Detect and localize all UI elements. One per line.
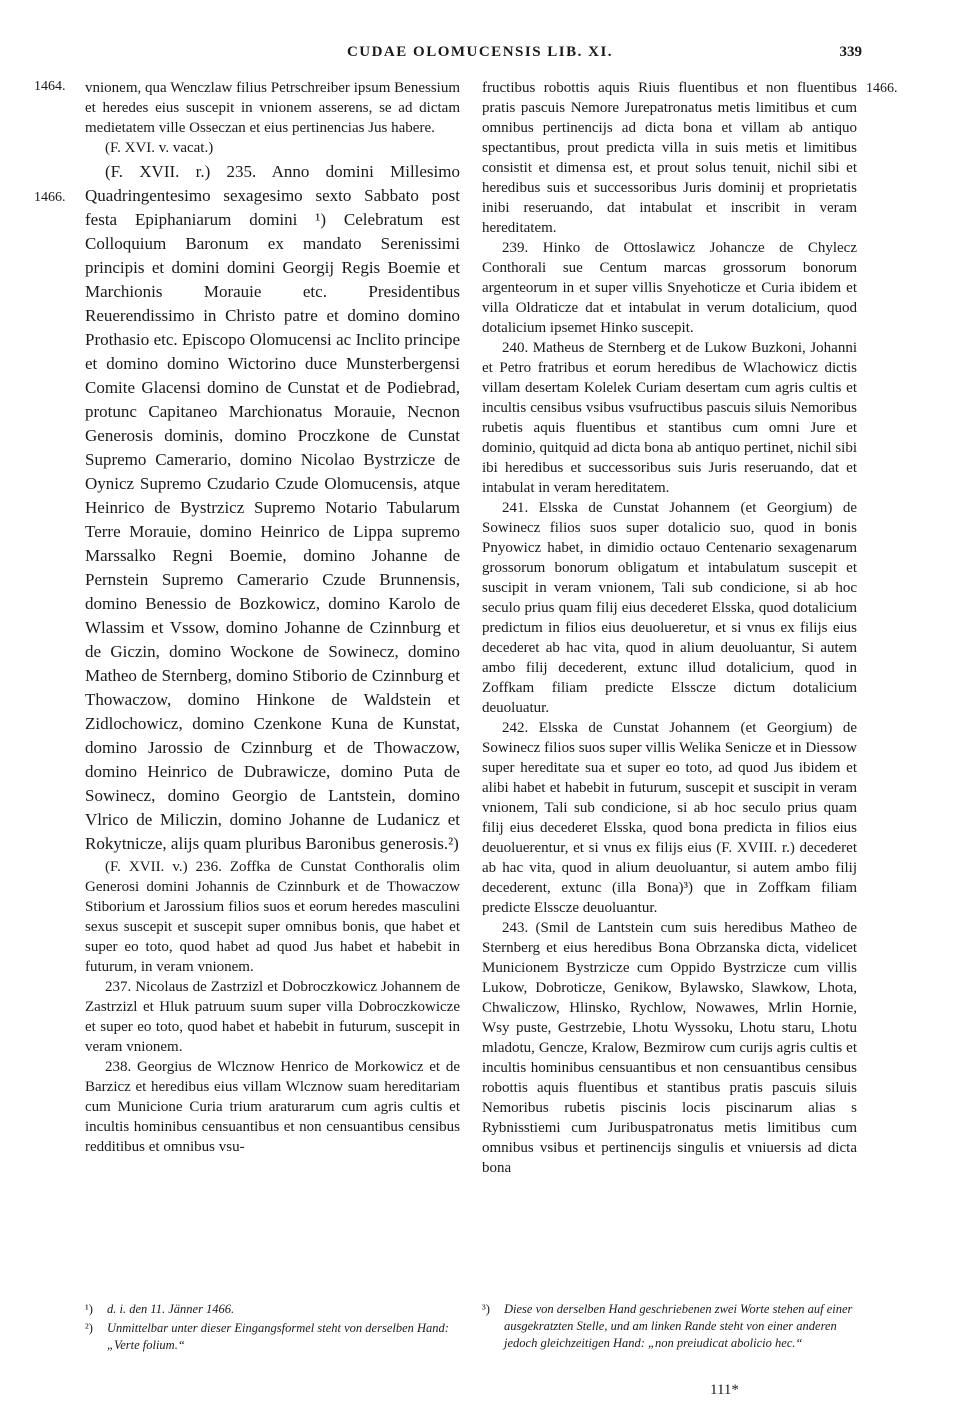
entry-237: 237. Nicolaus de Zastrzizl et Dobroczkowicz Johannem de Zastrzizl et Hluk patruum suum super villa Dobroczkowicze et super eo toto, quod habet et habebit in futurum, suscepit in veram vnionem. — [85, 979, 460, 1055]
paragraph-continuation: vnionem, qua Wenczlaw filius Petrschreiber ipsum Benessium et heredes eius suscepit in vnionem asserens, se ad dictam medietatem ville Osseczan et eius pertinencias Jus habere. — [85, 80, 460, 136]
page-number: 339 — [839, 44, 862, 60]
running-title: CUDAE OLOMUCENSIS LIB. XI. — [346, 44, 614, 60]
entry-240: 240. Matheus de Sternberg et de Lukow Buzkoni, Johanni et Petro fratribus et eorum heredibus de Wlachowicz dictis villam desertam Kolelek Curiam desertam cum agris cultis et incultis censibus vsibus vsufructibus pascuis siluis Nemoribus rubetis aquis fluentibus et stantibus cum omni Jure et dominio, quitquid ad dicta bona ab antiquo pertinet, nichil sibi ibi heredibus et successoribus suis Juris reseruando, dat et intabulat in veram hereditatem. — [482, 340, 857, 496]
entry-243: 243. (Smil de Lantstein cum suis heredibus Matheo de Sternberg et eius heredibus Bona Obrzanska dicta, videlicet Municionem Bystrzicze cum Oppido Bystrzicze cum villis Lukow, Dobroticze, Genikow, Bylawsko, Slawkow, Lhota, Chwaliczow, Hlinsko, Rychlow, Nowawes, Mrlin Hornie, Wsy puste, Gestrzebie, Lhotu Wyssoku, Lhotu staru, Lhotu mladotu, Gencze, Kralow, Bezmirow cum curijs agris cultis et incultis hominibus censuantibus et non censuantibus censibus robottis aquis fluentibus et stantibus pratis pascuis siluis Nemoribus rubetis piscinis locis piscinarum alias s Rybnisstiemi cum Juribuspatronatus metis limitibus cum omnibus vsibus et pertinencijs singulis et vniuersis ad dicta bona — [482, 920, 857, 1176]
footnote-mark: ³) — [482, 1302, 490, 1316]
entry-242: 242. Elsska de Cunstat Johannem (et Georgium) de Sowinecz filios suos super villis Welika Senicze et in Diessow super hereditate sua et super eo toto, ad quod Jus ibidem et alibi habet et habebit in futurum, suscepit et suscipit in veram vnionem, Tali sub condicione, si ab hoc seculo prius quam filij eius decederet Elsska, quod bona predicta in filios eius deuoluerentur, et si vnus ex filijs eius (F. XVIII. r.) decederet ab hac vita, quod in alium deuoluantur, si autem ambo filij decederent, extunc (illa Bona)³) que in Zoffkam filiam predicte Elssсze deuoluantur. — [482, 720, 857, 916]
margin-year-1464: 1464. — [34, 79, 66, 94]
footnotes-left — [85, 1301, 460, 1356]
margin-year-1466-right: 1466. — [866, 81, 898, 96]
signature-mark: 111* — [710, 1382, 739, 1398]
entry-236: (F. XVII. v.) 236. Zoffka de Cunstat Conthoralis olim Generosi domini Johannis de Czinnburk et de Thowaczow Stiborium et Jarossium filios suos et eorum heredes masculini sexus suscepit et suscepit super omnibus bonis, que habet et super eo toto, quod habet ad quod Jus habet et habebit in futurum, in veram vnionem. — [85, 859, 460, 975]
right-column — [482, 78, 857, 1178]
footnote-2 — [85, 1320, 460, 1354]
footnote-text: d. i. den 11. Jänner 1466. — [107, 1302, 235, 1316]
footnote-mark: ²) — [85, 1321, 93, 1335]
footnote-text: Unmittelbar unter dieser Eingangsformel steht von derselben Hand: „Verte folium.“ — [107, 1321, 449, 1352]
footnote-text: Diese von derselben Hand geschriebenen zwei Worte stehen auf einer ausgekratzten Stelle, und am linken Rande steht von einer anderen jedoch gleichzeitigen Hand: „non preiudicat abolicio hec.“ — [504, 1302, 853, 1350]
entry-241: 241. Elsska de Cunstat Johannem (et Georgium) de Sowinecz filios suos super dotalicio suo, quod in bonis Pnyowicz habet, in dimidio octauo Centenario sexagenarum grossorum bonorum obligatum et intabulatum suscepit et suscipit in veram vnionem, Tali sub condicione, si ab hoc seculo prius quam filij eius decederet Elsska, quod dotalicium predictum in filios eius deuolueretur, et si vnus ex filijs eius decederet ab hac vita, quod in alium deuoluantur, Si autem ambo filij decederent, extunc illud dotalicium, quod in Zoffkam filiam predicte Elssсze dictum dotalicium deuoluatur. — [482, 500, 857, 716]
footnote-mark: ¹) — [85, 1302, 93, 1316]
left-column — [85, 78, 460, 1157]
footnote-3 — [482, 1301, 857, 1352]
footnotes-right — [482, 1301, 857, 1354]
folio-note-vacat: (F. XVI. v. vacat.) — [105, 140, 214, 156]
page-header — [0, 40, 960, 70]
entry-235: (F. XVII. r.) 235. Anno domini Millesimo Quadringentesimo sexagesimo sexto Sabbato post festa Epiphaniarum domini ¹) Celebratum est Colloquium Baronum ex mandato Serenissimi principis et domini domini Georgij Regis Boemie et Marchionis Morauie etc. Presidentibus Reuerendissimo in Christo patre et domino domino Prothasio etc. Episcopo Olomucensi ac Inclito principe et domino domino Wictorino duce Munsterbergensi Comite Glacensi domino de Cunstat et de Podiebrad, protunc Capitaneo Marchionatus Morauie, Necnon Generosis dominis, domino Proczkone de Cunstat Supremo Camerario, domino Nicolao Bystrzicze de Oynicz Supremo Czudario Czude Olomucensis, atque Heinrico de Bystrzicz Supremo Notario Tabularum Terre Morauie, domino Heinrico de Lippa supremo Marssalko Regni Boemie, domino Johanne de Pernstein Supremo Camerario Czude Brunnensis, domino Benessio de Bozkowicz, domino Karolo de Wlassim et Vssow, domino Johanne de Czinnburg et de Giczin, domino Wockone de Sowinecz, domino Matheo de Sternberg, domino Stiborio de Czinnburg et Thowaczow, domino Hinkone de Waldstein et Zidlochowicz, domino Czenkone Kuna de Kunstat, domino Jarossio de Czinnburg et de Thowaczow, domino Heinrico de Dubrawicze, domino Puta de Sowinecz, domino Georgio de Lantstein, domino Vlrico de Miliczin, domino Johanne de Ludanicz et Rokytnicze, alijs quam pluribus Baronibus generosis.²) — [85, 162, 460, 853]
entry-238: 238. Georgius de Wlcznow Henrico de Morkowicz et de Barzicz et heredibus eius villam Wlcznow suam hereditariam cum Municione Curia trium araturarum cum agris cultis et incultis hominibus censuantibus et non censuantibus censibus redditibus et omnibus vsu- — [85, 1059, 460, 1155]
entry-239: 239. Hinko de Ottoslawicz Johancze de Chylecz Conthorali sue Centum marcas grossorum bonorum argenteorum in et super villis Snyehoticze et Curia ibidem et villa Oldraticze dat et intabulat in verum dotalicium, quod dotalicium ipsemet Hinko suscepit. — [482, 240, 857, 336]
footnote-1 — [85, 1301, 460, 1318]
entry-238-continuation: fructibus robottis aquis Riuis fluentibus et non fluentibus pratis pascuis Nemore Jurepatronatus metis limitibus et cum omnibus pertinencijs ad dicta bona et villam ab antiquo spectantibus, prout predicta villa in suis metis et limitibus consistit et dimensa est, et prout solus tenuit, nichil sibi et heredibus suis et successoribus Juris dominij et proprietatis inibi reseruando, dat intabulat et inscribit in veram hereditatem. — [482, 80, 857, 236]
margin-year-1466-left: 1466. — [34, 190, 66, 205]
